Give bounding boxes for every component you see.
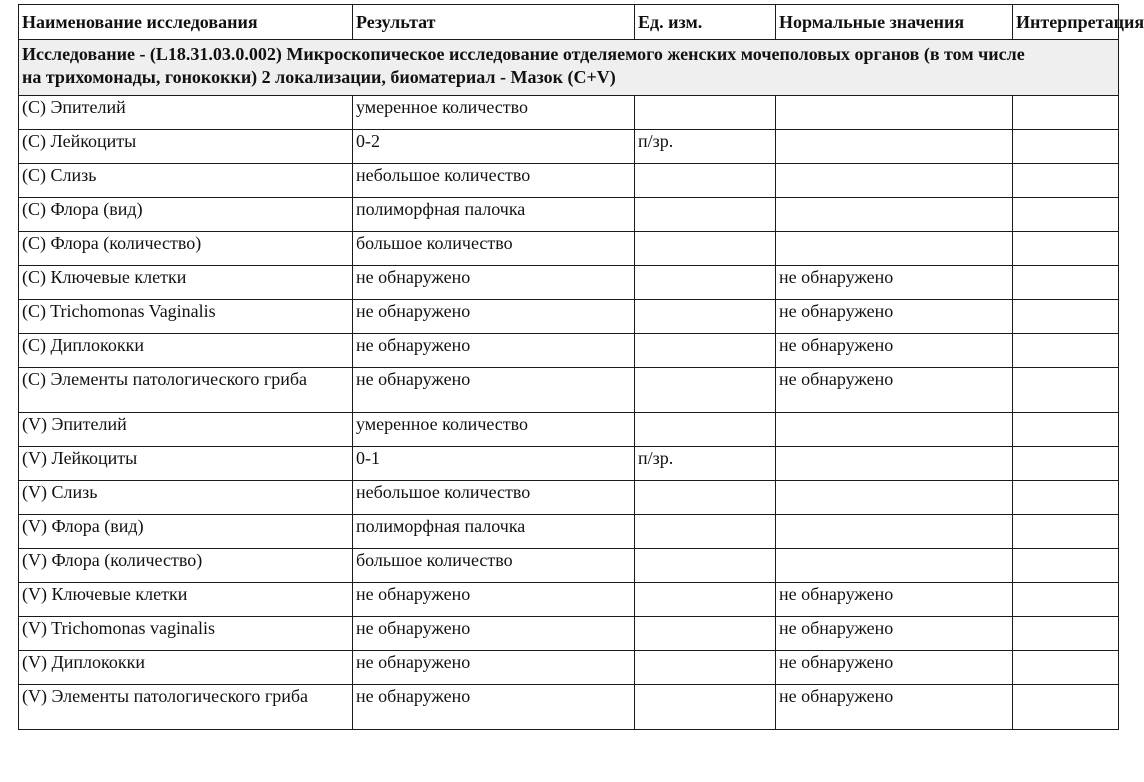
interpretation-cell bbox=[1013, 481, 1119, 515]
result-cell: не обнаружено bbox=[353, 617, 635, 651]
table-row bbox=[19, 266, 1119, 300]
result-cell: небольшое количество bbox=[353, 481, 635, 515]
test-name-cell: (V) Эпителий bbox=[19, 413, 353, 447]
norm-cell: не обнаружено bbox=[776, 651, 1013, 685]
test-name-cell: (V) Лейкоциты bbox=[19, 447, 353, 481]
interpretation-cell bbox=[1013, 413, 1119, 447]
header-result: Результат bbox=[353, 5, 635, 40]
unit-cell bbox=[635, 232, 776, 266]
test-name-cell: (C) Эпителий bbox=[19, 96, 353, 130]
result-cell: 0-1 bbox=[353, 447, 635, 481]
interpretation-cell bbox=[1013, 198, 1119, 232]
test-name-cell: (V) Флора (количество) bbox=[19, 549, 353, 583]
test-name-cell: (C) Слизь bbox=[19, 164, 353, 198]
interpretation-cell bbox=[1013, 232, 1119, 266]
test-name-cell: (V) Слизь bbox=[19, 481, 353, 515]
test-name-cell: (C) Диплококки bbox=[19, 334, 353, 368]
result-cell: не обнаружено bbox=[353, 583, 635, 617]
section-title-line-2: на трихомонады, гонококки) 2 локализации, биоматериал - Мазок (C+V) bbox=[22, 67, 616, 87]
unit-cell bbox=[635, 96, 776, 130]
norm-cell bbox=[776, 515, 1013, 549]
norm-cell bbox=[776, 232, 1013, 266]
test-name-cell: (V) Диплококки bbox=[19, 651, 353, 685]
interpretation-cell bbox=[1013, 368, 1119, 413]
unit-cell: п/зр. bbox=[635, 130, 776, 164]
norm-cell: не обнаружено bbox=[776, 300, 1013, 334]
norm-cell bbox=[776, 413, 1013, 447]
interpretation-cell bbox=[1013, 617, 1119, 651]
interpretation-cell bbox=[1013, 549, 1119, 583]
result-cell: не обнаружено bbox=[353, 266, 635, 300]
interpretation-cell bbox=[1013, 447, 1119, 481]
unit-cell bbox=[635, 651, 776, 685]
interpretation-cell bbox=[1013, 515, 1119, 549]
interpretation-cell bbox=[1013, 651, 1119, 685]
test-name-cell: (C) Ключевые клетки bbox=[19, 266, 353, 300]
result-cell: небольшое количество bbox=[353, 164, 635, 198]
lab-report-sheet bbox=[18, 0, 1144, 782]
test-name-cell: (V) Ключевые клетки bbox=[19, 583, 353, 617]
interpretation-cell bbox=[1013, 583, 1119, 617]
table-row bbox=[19, 368, 1119, 413]
table-row bbox=[19, 130, 1119, 164]
unit-cell bbox=[635, 481, 776, 515]
table-row bbox=[19, 413, 1119, 447]
result-cell: большое количество bbox=[353, 549, 635, 583]
unit-cell bbox=[635, 164, 776, 198]
section-title bbox=[19, 40, 1119, 96]
interpretation-cell bbox=[1013, 266, 1119, 300]
unit-cell bbox=[635, 515, 776, 549]
unit-cell bbox=[635, 198, 776, 232]
norm-cell: не обнаружено bbox=[776, 334, 1013, 368]
result-cell: не обнаружено bbox=[353, 300, 635, 334]
table-row bbox=[19, 164, 1119, 198]
result-cell: не обнаружено bbox=[353, 685, 635, 730]
interpretation-cell bbox=[1013, 96, 1119, 130]
norm-cell: не обнаружено bbox=[776, 617, 1013, 651]
norm-cell bbox=[776, 447, 1013, 481]
table-row bbox=[19, 617, 1119, 651]
table-row bbox=[19, 447, 1119, 481]
header-norm: Нормальные значения bbox=[776, 5, 1013, 40]
result-cell: умеренное количество bbox=[353, 413, 635, 447]
unit-cell bbox=[635, 685, 776, 730]
unit-cell bbox=[635, 300, 776, 334]
table-row bbox=[19, 651, 1119, 685]
norm-cell bbox=[776, 549, 1013, 583]
result-cell: большое количество bbox=[353, 232, 635, 266]
test-name-cell: (C) Флора (вид) bbox=[19, 198, 353, 232]
table-row bbox=[19, 685, 1119, 730]
test-name-cell: (C) Флора (количество) bbox=[19, 232, 353, 266]
result-cell: 0-2 bbox=[353, 130, 635, 164]
norm-cell bbox=[776, 481, 1013, 515]
table-row bbox=[19, 300, 1119, 334]
interpretation-cell bbox=[1013, 300, 1119, 334]
unit-cell: п/зр. bbox=[635, 447, 776, 481]
norm-cell: не обнаружено bbox=[776, 685, 1013, 730]
section-title-row bbox=[19, 40, 1119, 96]
result-cell: не обнаружено bbox=[353, 651, 635, 685]
header-name: Наименование исследования bbox=[19, 5, 353, 40]
interpretation-cell bbox=[1013, 164, 1119, 198]
test-name-cell: (C) Лейкоциты bbox=[19, 130, 353, 164]
table-row bbox=[19, 515, 1119, 549]
norm-cell: не обнаружено bbox=[776, 266, 1013, 300]
unit-cell bbox=[635, 266, 776, 300]
header-interpretation: Интерпретация bbox=[1013, 5, 1119, 40]
norm-cell bbox=[776, 96, 1013, 130]
result-cell: не обнаружено bbox=[353, 368, 635, 413]
table-row bbox=[19, 96, 1119, 130]
test-name-cell: (C) Элементы патологического гриба bbox=[19, 368, 353, 413]
interpretation-cell bbox=[1013, 334, 1119, 368]
table-row bbox=[19, 481, 1119, 515]
header-unit: Ед. изм. bbox=[635, 5, 776, 40]
unit-cell bbox=[635, 413, 776, 447]
unit-cell bbox=[635, 583, 776, 617]
norm-cell bbox=[776, 198, 1013, 232]
table-row bbox=[19, 549, 1119, 583]
table-row bbox=[19, 198, 1119, 232]
interpretation-cell bbox=[1013, 130, 1119, 164]
test-name-cell: (V) Флора (вид) bbox=[19, 515, 353, 549]
norm-cell bbox=[776, 130, 1013, 164]
norm-cell: не обнаружено bbox=[776, 583, 1013, 617]
result-cell: не обнаружено bbox=[353, 334, 635, 368]
table-header-row bbox=[19, 5, 1119, 40]
lab-results-table bbox=[18, 4, 1144, 730]
norm-cell: не обнаружено bbox=[776, 368, 1013, 413]
interpretation-cell bbox=[1013, 685, 1119, 730]
unit-cell bbox=[635, 368, 776, 413]
table-row bbox=[19, 334, 1119, 368]
unit-cell bbox=[635, 549, 776, 583]
test-name-cell: (C) Trichomonas Vaginalis bbox=[19, 300, 353, 334]
result-cell: умеренное количество bbox=[353, 96, 635, 130]
test-name-cell: (V) Trichomonas vaginalis bbox=[19, 617, 353, 651]
section-title-line-1: Исследование - (L18.31.03.0.002) Микроскопическое исследование отделяемого женских мочеполовых органов (в том числе bbox=[22, 44, 1025, 64]
table-row bbox=[19, 232, 1119, 266]
test-name-cell: (V) Элементы патологического гриба bbox=[19, 685, 353, 730]
unit-cell bbox=[635, 617, 776, 651]
result-cell: полиморфная палочка bbox=[353, 198, 635, 232]
table-row bbox=[19, 583, 1119, 617]
norm-cell bbox=[776, 164, 1013, 198]
result-cell: полиморфная палочка bbox=[353, 515, 635, 549]
unit-cell bbox=[635, 334, 776, 368]
